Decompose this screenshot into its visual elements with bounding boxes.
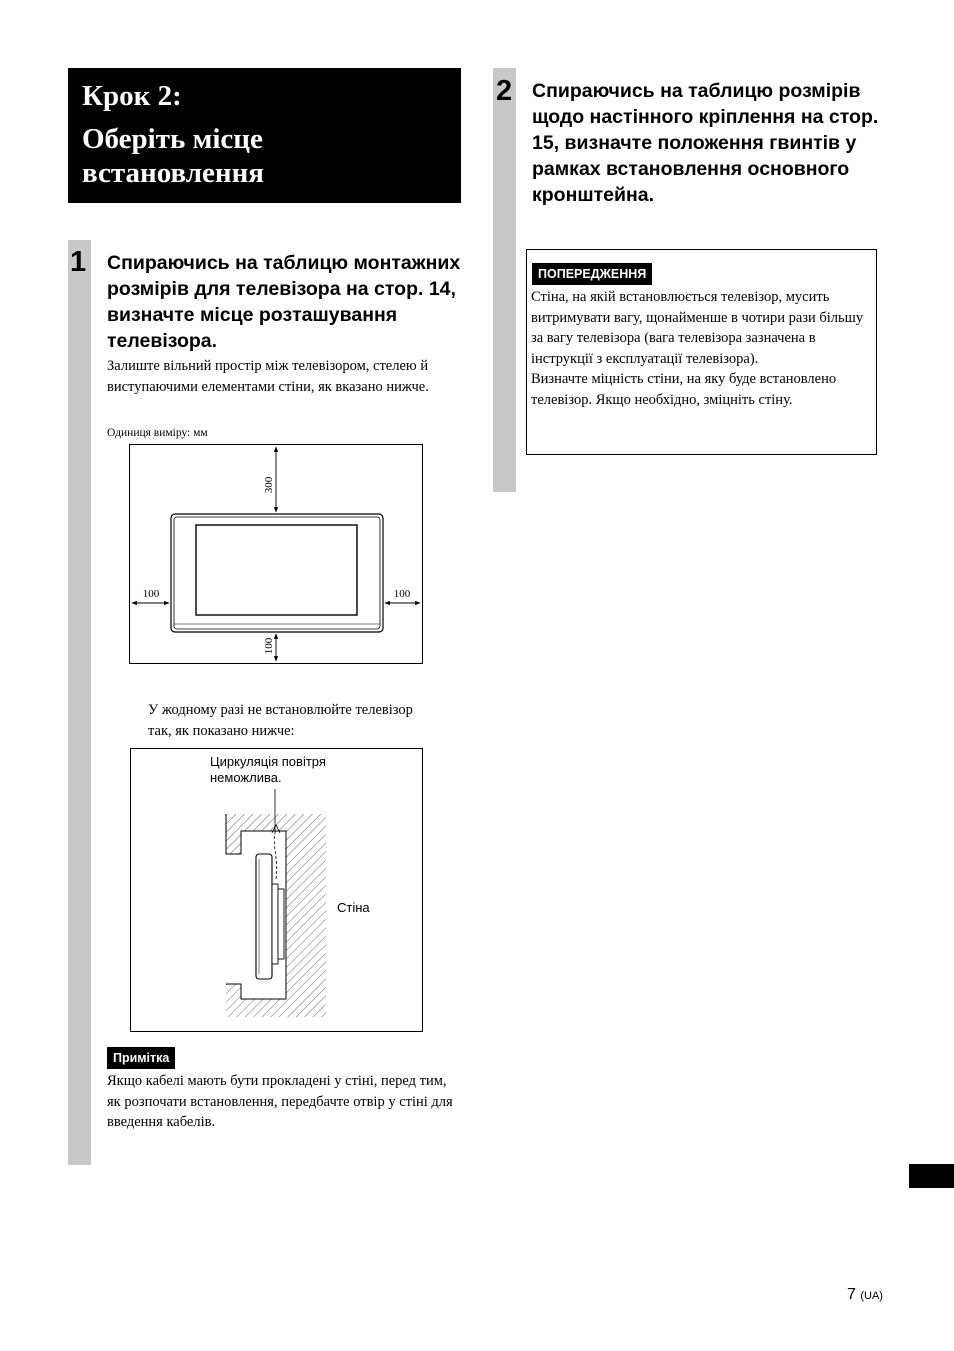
page-number-value: 7	[847, 1286, 856, 1303]
incorrect-install-drawing	[131, 749, 422, 1031]
right-clearance-label: 100	[393, 588, 411, 600]
warning-label: ПОПЕРЕДЖЕННЯ	[532, 263, 652, 285]
page-number-suffix: (UA)	[860, 1290, 883, 1302]
warning-text	[531, 287, 871, 410]
unit-label: Одиниця виміру: мм	[107, 427, 208, 439]
page-title: Оберіть місце встановлення	[82, 123, 265, 189]
warning-text-1: Стіна, на якій встановлюється телевізор, мусить витримувати вагу, щонайменше в чотири рази більшу за вагу телевізора (вага телевізора зазначена в інструкції з експлуатації телевізора).	[531, 289, 864, 367]
bracket	[278, 889, 284, 959]
step-title-label: Крок 2:	[82, 80, 182, 112]
note-text: Якщо кабелі мають бути прокладені у стіні, перед тим, як розпочати встановлення, передбачте отвір у стіні для введення кабелів.	[107, 1073, 453, 1130]
page-number	[847, 1286, 883, 1304]
step1-body: Залиште вільний простір між телевізором, стелею й виступаючими елементами стіни, як вказано нижче.	[107, 358, 429, 395]
wall-label: Стіна	[337, 900, 370, 915]
page-edge-tab	[909, 1164, 954, 1188]
clearance-diagram	[129, 444, 423, 664]
step1-heading: Спираючись на таблицю монтажних розмірів для телевізора на стор. 14, визначте місце розташування телевізора.	[107, 252, 461, 352]
bottom-clearance-label: 100	[263, 637, 275, 655]
page-title-block	[68, 68, 461, 203]
warning-text-2: Визначте міцність стіни, на яку буде встановлено телевізор. Якщо необхідно, зміцніть стіну.	[531, 371, 837, 408]
left-clearance-label: 100	[142, 588, 160, 600]
tv-side-view	[256, 854, 272, 979]
clearance-diagram-drawing	[130, 445, 422, 663]
incorrect-install-diagram	[130, 748, 423, 1032]
tv-screen	[196, 525, 357, 615]
do-not-install-text: У жодному разі не встановлюйте телевізор так, як показано нижче:	[148, 702, 413, 739]
air-circulation-label: Циркуляція повітря неможлива.	[210, 754, 326, 785]
step2-number: 2	[496, 75, 513, 107]
top-clearance-label: 300	[263, 476, 275, 494]
step2-heading: Спираючись на таблицю розмірів щодо настінного кріплення на стор. 15, визначте положення гвинтів у рамках встановлення основного кронштейна.	[532, 80, 879, 206]
step1-number: 1	[70, 246, 87, 278]
step1-bar	[68, 240, 91, 1165]
air-flow-arrow	[274, 829, 276, 879]
note-label: Примітка	[107, 1047, 175, 1069]
step2-bar	[493, 68, 516, 492]
